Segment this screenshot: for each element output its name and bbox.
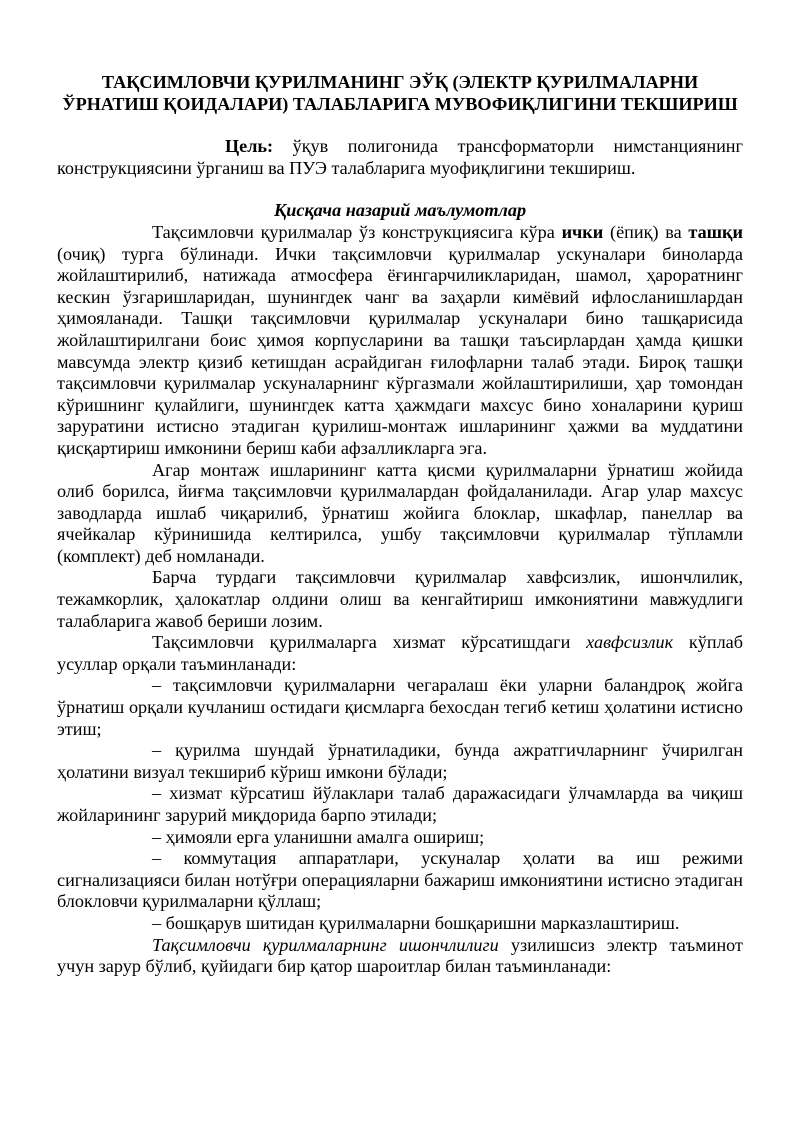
goal-paragraph <box>57 136 743 179</box>
list-item: – ҳимояли ерга уланишни амалга ошириш; <box>152 826 485 847</box>
paragraph-2: Агар монтаж ишларининг катта қисми қурилмаларни ўрнатиш жойида олиб борилса, йиғма тақсимловчи қурилмалардан фойдаланилади. Агар улар махсус заводларда ишлаб чиқарилиб, ўрнатиш жойига блоклар, шкафлар, панеллар ва ячейкалар кўринишида келтирилса, ушбу тақсимловчи қурилмалар тўпламли (комплект) деб номланади. <box>57 459 743 566</box>
paragraph-4 <box>57 632 743 675</box>
list-item: – қурилма шундай ўрнатиладики, бунда ажратгичларнинг ўчирилган ҳолатини визуал текшириб кўриш имкони бўлади; <box>57 740 743 782</box>
p4-italic: хавфсизлик <box>586 632 674 653</box>
p4-text-c: кўплаб усуллар орқали таъминланади: <box>57 632 743 674</box>
paragraph-1 <box>57 222 743 460</box>
document-title: ТАҚСИМЛОВЧИ ҚУРИЛМАНИНГ ЭЎҚ (ЭЛЕКТР ҚУРИЛМАЛАРНИ ЎРНАТИШ ҚОИДАЛАРИ) ТАЛАБЛАРИГА МУВОФИҚЛИГИНИ ТЕКШИРИШ <box>62 72 738 114</box>
list-item: – бошқарув шитидан қурилмаларни бошқаришни марказлаштириш. <box>152 912 680 933</box>
p4-text-a: Тақсимловчи қурилмаларга хизмат кўрсатишдаги <box>152 632 587 653</box>
section-heading: Қисқача назарий маълумотлар <box>273 200 527 221</box>
p1-bold-outer: ташқи <box>688 221 743 242</box>
p1-bold-inner: ички <box>561 221 604 242</box>
goal-text: ўқув полигонида трансформаторли нимстанциянинг конструкциясини ўрганиш ва ПУЭ талабларига муофиқлигини текшириш. <box>57 136 743 178</box>
list-item: – тақсимловчи қурилмаларни чегаралаш ёки уларни баландроқ жойга ўрнатиш орқали кучланиш остидаги қисмларга бехосдан тегиб кетиш ҳолатини истисно этиш; <box>57 675 743 739</box>
p1-text-c: (ёпиқ) ва <box>603 221 689 242</box>
list-item: – хизмат кўрсатиш йўлаклари талаб даражасидаги ўлчамларда ва чиқиш жойларининг зарурий миқдорида барпо этилади; <box>57 783 743 825</box>
goal-label: Цель: <box>225 136 274 157</box>
p1-text-e: (очиқ) турга бўлинади. Ички тақсимловчи қурилмалар ускуналари биноларда жойлаштирилиб, натижада атмосфера ёғингарчиликларидан, шамол, ҳароратнинг кескин ўзгаришларидан, шунингдек чанг ва заҳарли кимёвий ифлосланишлардан ҳимояланади. Ташқи тақсимловчи қурилмалар ускуналари бино ташқарисида жойлаштирилгани боис ҳимоя корпусларини ва ташқи таъсирлардан ҳамда қишки мавсумда электр қизиб кетишдан асрайдиган ғилофларни талаб этади. Бироқ ташқи тақсимловчи қурилмалар ускуналарнинг кўргазмали жойлаштирилиши, ҳар томондан кўришнинг қулайлиги, шунингдек катта ҳажмдаги махсус бино хоналарини қуриш заруратини истисно этадиган қурилиш-монтаж ишларининг ҳажми ва муддатини қисқартириш имконини бериш каби афзалликларга эга. <box>57 243 743 458</box>
list-item: – коммутация аппаратлари, ускуналар ҳолати ва иш режими сигнализацияси билан нотўғри операцияларни бажариш имкониятини истисно этадиган блокловчи қурилмаларни қўллаш; <box>57 848 743 912</box>
paragraph-3: Барча турдаги тақсимловчи қурилмалар хавфсизлик, ишончлилик, тежамкорлик, ҳалокатлар олдини олиш ва кенгайтириш имкониятини мавжудлиги талабларига жавоб бериши лозим. <box>57 567 743 631</box>
p1-text-a: Тақсимловчи қурилмалар ўз конструкциясига кўра <box>152 221 562 242</box>
p5-italic: Тақсимловчи қурилмаларнинг ишончлилиги <box>152 934 499 955</box>
document-page <box>57 72 743 978</box>
p5-text-b: узилишсиз электр таъминот учун зарур бўлиб, қуйидаги бир қатор шароитлар билан таъминланади: <box>57 934 743 977</box>
paragraph-5 <box>57 935 743 978</box>
